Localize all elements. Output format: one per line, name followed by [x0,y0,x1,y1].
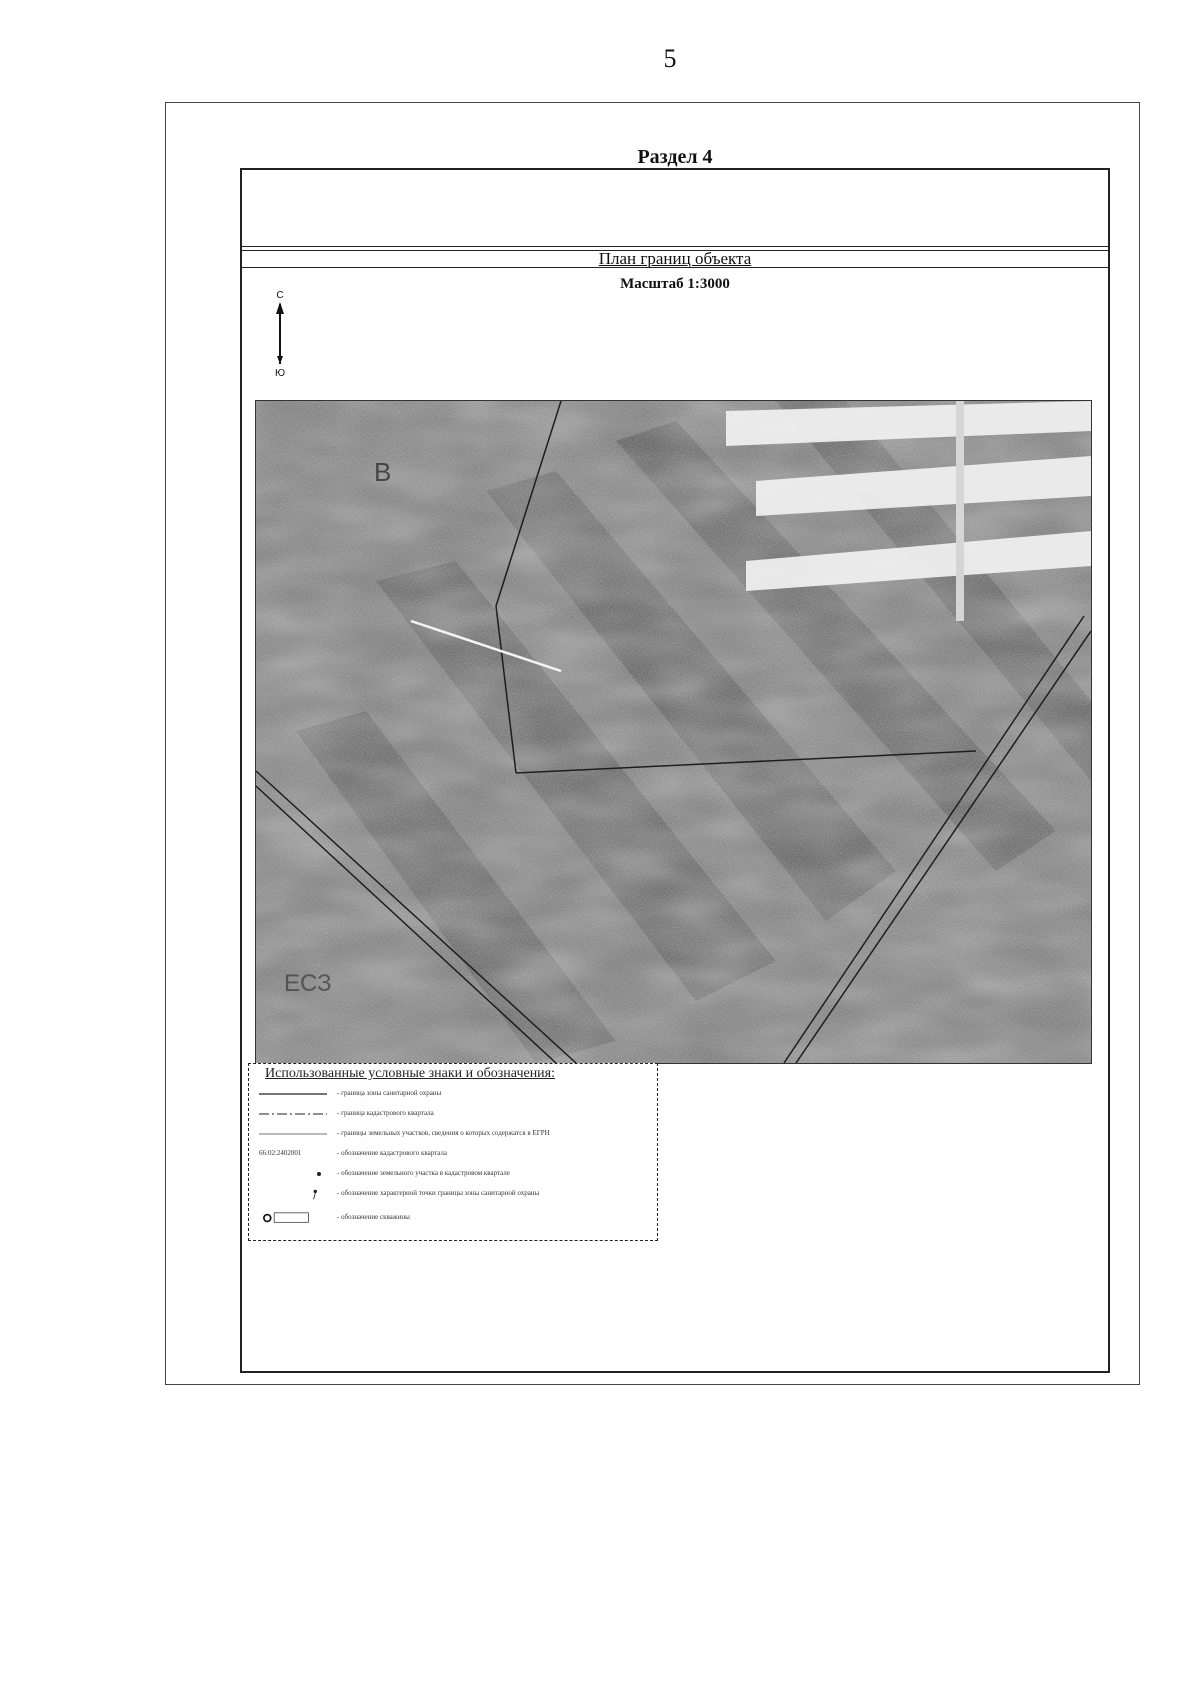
legend-quarter-code: 66:02:2402001 [259,1149,302,1157]
legend-item [257,1126,652,1144]
scale-label: Масштаб 1:3000 [620,276,730,292]
legend-item [257,1106,652,1124]
legend-solid-line-icon [257,1088,329,1100]
compass-north-label: С [276,290,284,301]
legend-item [257,1166,652,1184]
map-image [255,400,1092,1064]
north-arrow-icon [270,290,290,380]
legend-item-label: - обозначение характерной точки границы зоны санитарной охраны [337,1189,540,1197]
plan-title: План границ объекта [598,249,752,268]
compass-south-label: Ю [274,368,286,379]
map-label-b: В [374,457,392,487]
legend-point-number-icon [257,1188,329,1200]
legend-item [257,1146,652,1164]
legend-item [257,1210,652,1228]
legend-dash-dot-line-icon [257,1108,329,1120]
legend-item-label: - обозначение земельного участка в кадастровом квартале [337,1169,510,1177]
page-number: 5 [663,44,677,73]
section-title: Раздел 4 [637,146,713,168]
legend-well-icon [257,1212,329,1224]
legend-item-label: - граница зоны санитарной охраны [337,1089,442,1097]
legend-title: Использованные условные знаки и обозначения: [265,1066,556,1081]
legend-thin-line-icon [257,1128,329,1140]
legend-item [257,1086,652,1104]
legend-dot-icon [257,1168,329,1180]
legend-item-label: - граница кадастрового квартала [337,1109,434,1117]
legend-item-label: - границы земельных участков, сведения о которых содержатся в ЕГРН [337,1129,550,1137]
map-label-esz: ЕСЗ [284,970,332,997]
legend [248,1063,658,1241]
legend-item-label: - обозначение скважины [337,1213,410,1221]
legend-item [257,1186,652,1204]
legend-item-label: - обозначение кадастрового квартала [337,1149,448,1157]
